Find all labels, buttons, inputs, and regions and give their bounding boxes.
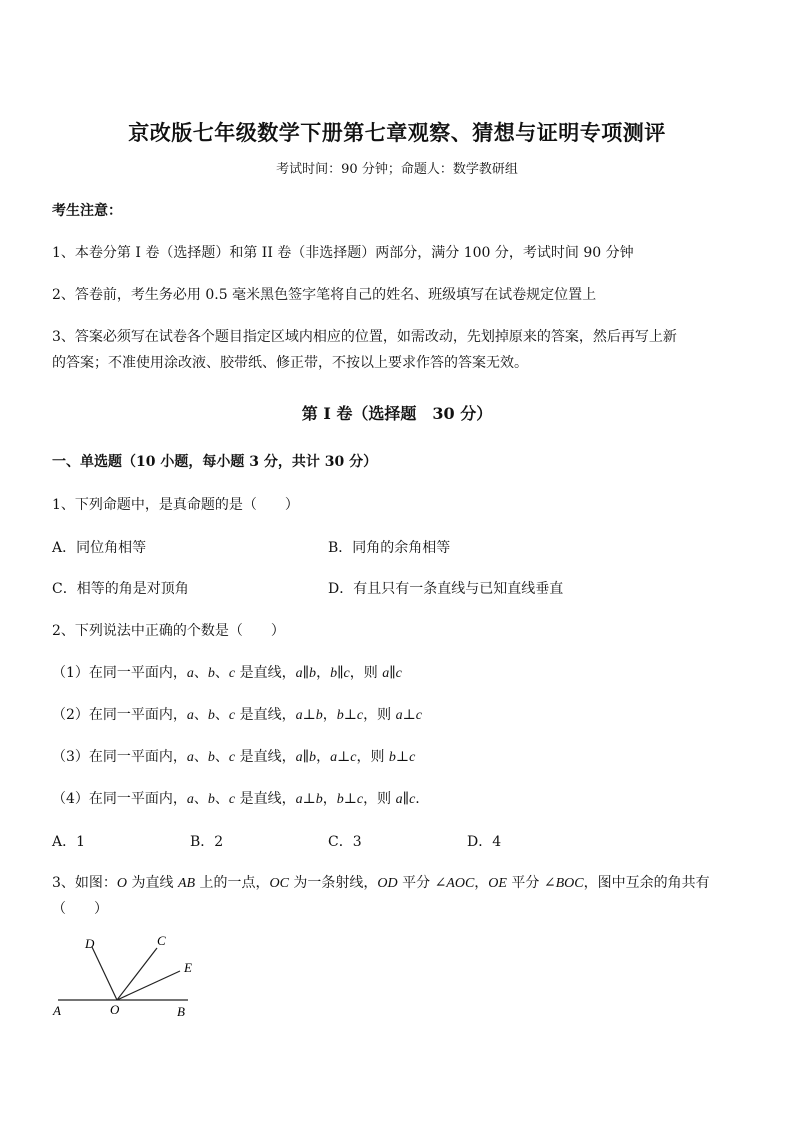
statement-prefix: （3）在同一平面内，: [52, 749, 187, 765]
conclusion: a∥c: [382, 666, 402, 681]
page-title: 京改版七年级数学下册第七章观察、猜想与证明专项测评: [128, 120, 666, 145]
notice-item-2: 2、答卷前，考生务必用 0.5 毫米黑色签字笔将自己的姓名、班级填写在试卷规定位置上: [52, 287, 597, 303]
figure-label-o: O: [110, 1002, 120, 1017]
variable-c: c: [228, 666, 236, 681]
statement-then: ，则: [363, 707, 396, 723]
stem-text: 平分: [397, 875, 435, 891]
stem-text: 上的一点，: [195, 875, 270, 891]
variable-c: c: [228, 750, 236, 765]
relation-2: b⊥c: [336, 708, 364, 723]
statement-middle: 是直线，: [235, 665, 296, 681]
variable-a: a: [186, 708, 194, 723]
line-ab: AB: [177, 876, 196, 891]
statement-then: ，则: [356, 749, 389, 765]
statement-end: .: [415, 791, 420, 807]
question-1-option-c: C．相等的角是对顶角: [52, 581, 189, 597]
statement-prefix: （2）在同一平面内，: [52, 707, 187, 723]
ray-oc-segment: [117, 948, 157, 1000]
relation-1: a∥b: [295, 750, 317, 765]
question-2-statement-4: [52, 788, 420, 808]
separator: 、: [193, 791, 208, 807]
separator: ，: [316, 665, 331, 681]
figure-label-d: D: [85, 936, 95, 951]
stem-text: 平分: [506, 875, 544, 891]
separator: 、: [193, 665, 208, 681]
separator: 、: [193, 749, 208, 765]
variable-c: c: [228, 708, 236, 723]
stem-text: 为一条射线，: [288, 875, 378, 891]
stem-text: ，: [474, 875, 489, 891]
question-1-stem: 1、下列命题中，是真命题的是（ ）: [52, 497, 299, 513]
statement-prefix: （4）在同一平面内，: [52, 791, 187, 807]
angle-aoc: ∠AOC: [434, 876, 475, 891]
ray-oe: OE: [488, 876, 507, 891]
variable-a: a: [186, 750, 194, 765]
notice-item-3-line-1: 3、答案必须写在试卷各个题目指定区域内相应的位置，如需改动，先划掉原来的答案，然后再写上新: [52, 329, 677, 345]
section-1-title: 一、单选题（10 小题，每小题 3 分，共计 30 分）: [52, 454, 378, 470]
question-1-option-d: D．有且只有一条直线与已知直线垂直: [328, 581, 564, 597]
question-2-option-c: C．3: [328, 834, 362, 850]
stem-text: 3、如图：: [52, 875, 117, 891]
figure-label-e: E: [184, 960, 192, 975]
conclusion: a⊥c: [395, 708, 422, 723]
relation-2: b∥c: [330, 666, 350, 681]
notice-item-3-line-2: 的答案；不准使用涂改液、胶带纸、修正带，不按以上要求作答的答案无效。: [52, 355, 528, 371]
relation-1: a∥b: [295, 666, 317, 681]
question-2-option-b: B．2: [190, 834, 224, 850]
separator: 、: [193, 707, 208, 723]
angle-figure: [40, 925, 220, 1025]
question-2-stem: 2、下列说法中正确的个数是（ ）: [52, 623, 285, 639]
variable-b: b: [207, 708, 215, 723]
variable-c: c: [228, 792, 236, 807]
ray-od-segment: [92, 947, 117, 1000]
part-1-title: 第 I 卷（选择题 30 分）: [301, 404, 493, 423]
question-2-option-a: A．1: [52, 834, 86, 850]
question-2-statement-3: [52, 746, 415, 766]
variable-b: b: [207, 666, 215, 681]
ray-oe-segment: [117, 971, 180, 1000]
figure-label-c: C: [157, 933, 166, 948]
variable-b: b: [207, 750, 215, 765]
exam-info: 考试时间：90 分钟；命题人：数学教研组: [276, 162, 518, 177]
question-2-statement-2: [52, 704, 422, 724]
stem-text: ，图中互余的角共有: [583, 875, 710, 891]
variable-a: a: [186, 666, 194, 681]
statement-prefix: （1）在同一平面内，: [52, 665, 187, 681]
question-3-answer-bracket: （ ）: [52, 901, 108, 917]
statement-middle: 是直线，: [235, 707, 296, 723]
ray-oc: OC: [269, 876, 289, 891]
question-3-stem: [52, 872, 710, 892]
stem-text: 为直线: [127, 875, 178, 891]
question-1-option-a: A．同位角相等: [52, 540, 147, 556]
point-o: O: [116, 876, 128, 891]
relation-2: a⊥c: [330, 750, 357, 765]
separator: 、: [214, 749, 229, 765]
relation-1: a⊥b: [295, 792, 323, 807]
question-1-option-b: B．同角的余角相等: [328, 540, 451, 556]
figure-label-b: B: [177, 1004, 185, 1019]
angle-boc: ∠BOC: [543, 876, 584, 891]
figure-label-a: A: [53, 1003, 61, 1018]
ray-od: OD: [377, 876, 398, 891]
separator: 、: [214, 665, 229, 681]
separator: 、: [214, 707, 229, 723]
conclusion: a∥c: [395, 792, 416, 807]
conclusion: b⊥c: [388, 750, 416, 765]
separator: ，: [322, 707, 337, 723]
variable-a: a: [186, 792, 194, 807]
notice-item-1: 1、本卷分第 I 卷（选择题）和第 II 卷（非选择题）两部分，满分 100 分，考试时间 90 分钟: [52, 245, 634, 261]
variable-b: b: [207, 792, 215, 807]
statement-then: ，则: [349, 665, 383, 681]
separator: ，: [316, 749, 331, 765]
question-2-statement-1: [52, 662, 402, 682]
question-2-option-d: D．4: [467, 834, 502, 850]
relation-1: a⊥b: [295, 708, 323, 723]
notice-heading: 考生注意：: [52, 203, 122, 219]
separator: 、: [214, 791, 229, 807]
relation-2: b⊥c: [336, 792, 364, 807]
statement-then: ，则: [363, 791, 396, 807]
statement-middle: 是直线，: [235, 749, 296, 765]
statement-middle: 是直线，: [235, 791, 296, 807]
separator: ，: [322, 791, 337, 807]
